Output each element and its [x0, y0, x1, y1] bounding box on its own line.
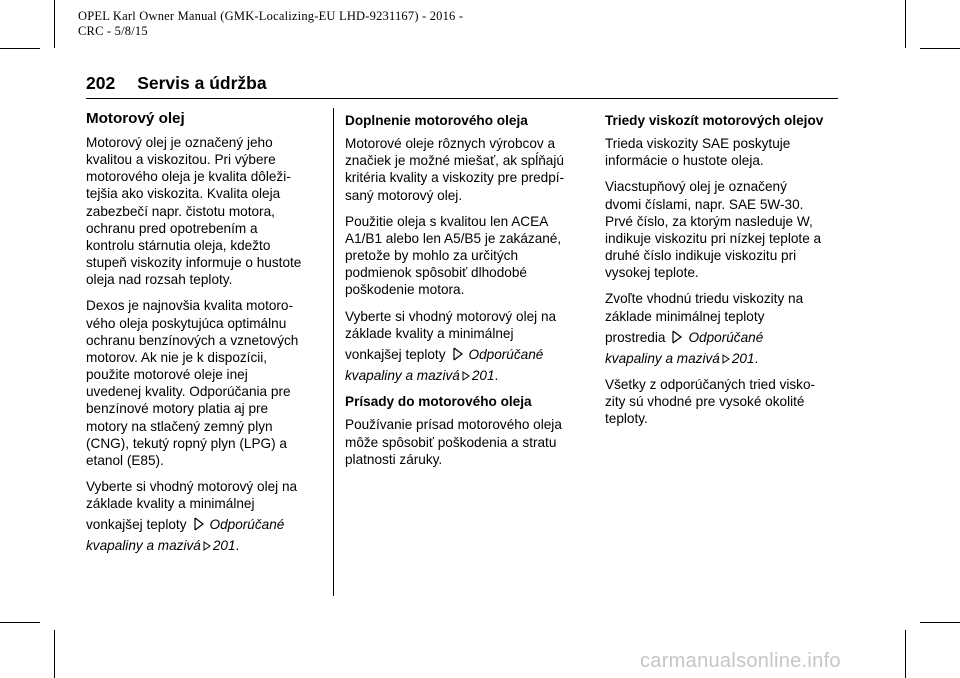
- text-line: benzínové motory platia aj pre: [86, 401, 269, 417]
- text-line: základe minimálnej teploty: [605, 308, 765, 324]
- running-head: [86, 72, 267, 94]
- text-line: použite motorové oleje inej: [86, 367, 248, 383]
- paragraph: [605, 376, 823, 427]
- text-line: motorov. Ak nie je k dispozícii,: [86, 349, 268, 365]
- text-line: oleja nad rozsah teploty.: [86, 272, 233, 288]
- cross-reference-link[interactable]: kvapaliny a mazivá: [345, 368, 460, 384]
- text-line: Prvé číslo, za ktorým nasleduje W,: [605, 213, 813, 229]
- cross-reference-line: [605, 329, 823, 346]
- crop-mark-left-bottom: [0, 622, 40, 623]
- paragraph: [345, 416, 564, 467]
- crop-mark-top-right: [905, 0, 906, 48]
- header-rule: [86, 98, 838, 99]
- cross-reference-link[interactable]: kvapaliny a mazivá: [86, 538, 201, 554]
- paragraph: [605, 178, 823, 281]
- text-line: (CNG), tekutý ropný plyn (LPG) a: [86, 435, 287, 451]
- text-line: uvedenej kvality. Odporúčania pre: [86, 384, 291, 400]
- text-line: kontrolu stárnutia oleja, kdežto: [86, 237, 271, 253]
- text-line: Vyberte si vhodný motorový olej na: [86, 478, 298, 494]
- text-line: značiek je možné miešať, ak spĺňajú: [345, 153, 564, 169]
- text-line: pretože by mohlo za určitých: [345, 248, 519, 264]
- text-fragment: prostredia: [605, 329, 666, 345]
- text-fragment: vonkajšej teploty: [345, 346, 446, 362]
- subheading-oil-additives: Prísady do motorového oleja: [345, 394, 532, 410]
- document-header-line-2: CRC - 5/8/15: [78, 24, 148, 38]
- text-line: základe kvality a minimálnej: [86, 496, 255, 512]
- paragraph: [86, 297, 301, 469]
- column-divider: [333, 108, 334, 596]
- text-line: vysokej teplote.: [605, 265, 699, 281]
- text-line: Motorový olej je označený jeho: [86, 135, 273, 150]
- page-arrow-icon: [722, 354, 730, 364]
- page-arrow-icon: [462, 371, 470, 381]
- text-line: motorového oleja je kvalita dôleži-: [86, 169, 291, 185]
- text-line: Všetky z odporúčaných tried visko-: [605, 377, 816, 393]
- text-line: motory na stlačený zemný plyn: [86, 418, 273, 434]
- text-line: platnosti záruky.: [345, 451, 443, 467]
- page-number: 202: [86, 73, 116, 93]
- text-line: saný motorový olej.: [345, 187, 463, 203]
- text-line: ochranu benzínových a vznetových: [86, 332, 299, 348]
- text-fragment: .: [754, 350, 759, 366]
- cross-reference-page[interactable]: 201: [731, 350, 755, 366]
- crop-mark-left-top: [0, 48, 40, 49]
- cross-reference-link[interactable]: Odporúčané: [209, 517, 285, 533]
- paragraph: [605, 135, 823, 169]
- text-line: Zvoľte vhodnú triedu viskozity na: [605, 291, 804, 307]
- text-line: Motorové oleje rôznych výrobcov a: [345, 136, 556, 152]
- subheading-topping-up-oil: Doplnenie motorového oleja: [345, 113, 528, 128]
- column-2: [345, 112, 564, 477]
- cross-reference-line: [605, 350, 823, 367]
- cross-reference-line: [86, 537, 301, 554]
- section-heading-engine-oil: Motorový olej: [86, 110, 185, 127]
- text-line: Používanie prísad motorového oleja: [345, 417, 562, 433]
- crop-mark-right-top: [920, 48, 960, 49]
- text-line: stupeň viskozity informuje o hustote: [86, 255, 302, 271]
- paragraph: [345, 213, 564, 299]
- text-line: indikuje viskozitu pri nízkej teplote a: [605, 230, 822, 246]
- text-line: kvalitou a viskozitou. Pri výbere: [86, 152, 276, 168]
- text-line: teploty.: [605, 411, 648, 427]
- text-fragment: .: [235, 538, 240, 554]
- crop-mark-top-left: [54, 0, 55, 48]
- text-fragment: vonkajšej teploty: [86, 517, 187, 533]
- text-line: dvomi číslami, napr. SAE 5W-30.: [605, 196, 804, 212]
- text-line: môže spôsobiť poškodenia a stratu: [345, 434, 557, 450]
- paragraph: [345, 135, 564, 204]
- text-line: podmienok spôsobiť dlhodobé: [345, 265, 527, 281]
- paragraph: [605, 290, 823, 367]
- page-arrow-icon: [203, 541, 211, 551]
- document-header-line-1: OPEL Karl Owner Manual (GMK-Localizing-EU LHD-9231167) - 2016 -: [78, 9, 464, 23]
- cross-reference-link[interactable]: kvapaliny a mazivá: [605, 350, 720, 366]
- text-line: Viacstupňový olej je označený: [605, 179, 787, 195]
- cross-reference-line: [345, 367, 564, 384]
- chapter-title: Servis a údržba: [137, 73, 267, 93]
- cross-reference-line: [86, 516, 301, 533]
- text-line: Použitie oleja s kvalitou len ACEA: [345, 213, 549, 229]
- reference-arrow-icon: [671, 330, 683, 344]
- text-line: etanol (E85).: [86, 452, 164, 468]
- crop-mark-bottom-right: [905, 630, 906, 678]
- text-line: zity sú vhodné pre vysoké okolité: [605, 394, 805, 410]
- text-line: tejšia ako viskozita. Kvalita oleja: [86, 186, 281, 202]
- reference-arrow-icon: [452, 347, 464, 361]
- text-line: ochranu pred opotrebením a: [86, 220, 258, 236]
- cross-reference-line: [345, 346, 564, 363]
- text-line: zabezbečí napr. čistotu motora,: [86, 203, 275, 219]
- text-line: základe kvality a minimálnej: [345, 325, 514, 341]
- text-line: kritéria kvality a viskozity pre predpí-: [345, 170, 565, 186]
- crop-mark-bottom-left: [54, 630, 55, 678]
- document-header: [78, 9, 463, 39]
- text-line: Dexos je najnovšia kvalita motoro-: [86, 298, 294, 314]
- column-3: [605, 112, 823, 437]
- column-1: [86, 110, 301, 564]
- text-line: Vyberte si vhodný motorový olej na: [345, 308, 557, 324]
- paragraph: [345, 308, 564, 385]
- text-line: vého oleja poskytujúca optimálnu: [86, 315, 287, 331]
- watermark-text: carmanualsonline.info: [640, 650, 841, 672]
- text-fragment: .: [494, 368, 499, 384]
- paragraph: [86, 478, 301, 555]
- text-line: A1/B1 alebo len A5/B5 je zakázané,: [345, 230, 562, 246]
- reference-arrow-icon: [193, 517, 205, 531]
- cross-reference-page[interactable]: 201: [212, 538, 236, 554]
- crop-mark-right-bottom: [920, 622, 960, 623]
- cross-reference-page[interactable]: 201: [471, 368, 495, 384]
- text-line: druhé číslo indikuje viskozitu pri: [605, 248, 797, 264]
- text-line: informácie o hustote oleja.: [605, 153, 764, 169]
- subheading-viscosity-grades: Triedy viskozít motorových olejov: [605, 113, 824, 128]
- text-line: Trieda viskozity SAE poskytuje: [605, 136, 791, 152]
- text-line: poškodenie motora.: [345, 282, 465, 298]
- cross-reference-link[interactable]: Odporúčané: [688, 329, 764, 345]
- paragraph: [86, 134, 301, 288]
- cross-reference-link[interactable]: Odporúčané: [468, 346, 544, 362]
